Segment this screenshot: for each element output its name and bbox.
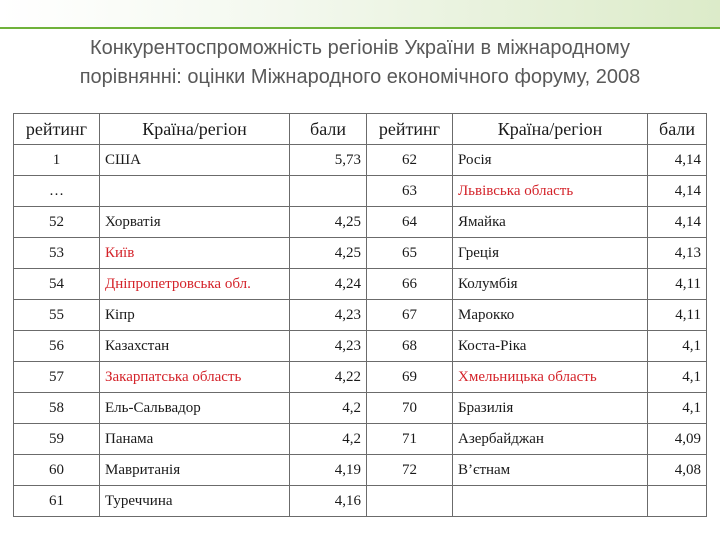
table-row xyxy=(14,331,707,362)
cell-score-left xyxy=(290,176,367,207)
cell-rank-right: 64 xyxy=(367,207,453,238)
cell-score-right: 4,13 xyxy=(648,238,707,269)
cell-score-left: 5,73 xyxy=(290,145,367,176)
header-region-right: Країна/регіон xyxy=(453,114,648,145)
cell-score-left: 4,23 xyxy=(290,300,367,331)
top-green-line xyxy=(0,27,720,29)
header-region-left: Країна/регіон xyxy=(100,114,290,145)
cell-region-right: Колумбія xyxy=(453,269,648,300)
cell-rank-right: 69 xyxy=(367,362,453,393)
table-row xyxy=(14,393,707,424)
cell-rank-right: 67 xyxy=(367,300,453,331)
ranking-table xyxy=(13,113,707,517)
cell-region-left: Закарпатська область xyxy=(100,362,290,393)
table-row xyxy=(14,424,707,455)
cell-region-left: Туреччина xyxy=(100,486,290,517)
table-body xyxy=(14,145,707,517)
header-score-left: бали xyxy=(290,114,367,145)
cell-region-right: Ямайка xyxy=(453,207,648,238)
cell-region-right: Хмельницька область xyxy=(453,362,648,393)
cell-score-left: 4,19 xyxy=(290,455,367,486)
header-rank-left: рейтинг xyxy=(14,114,100,145)
header-rank-right: рейтинг xyxy=(367,114,453,145)
cell-rank-left: 60 xyxy=(14,455,100,486)
cell-rank-left: 55 xyxy=(14,300,100,331)
cell-region-right: Азербайджан xyxy=(453,424,648,455)
cell-score-left: 4,2 xyxy=(290,424,367,455)
cell-rank-right: 65 xyxy=(367,238,453,269)
cell-region-right: Львівська область xyxy=(453,176,648,207)
cell-rank-right: 68 xyxy=(367,331,453,362)
cell-score-right: 4,1 xyxy=(648,362,707,393)
cell-score-right: 4,14 xyxy=(648,176,707,207)
cell-rank-left: 1 xyxy=(14,145,100,176)
cell-region-right xyxy=(453,486,648,517)
cell-region-left: Кіпр xyxy=(100,300,290,331)
cell-score-right: 4,14 xyxy=(648,207,707,238)
table-row xyxy=(14,455,707,486)
cell-region-left: Дніпропетровська обл. xyxy=(100,269,290,300)
cell-region-right: Марокко xyxy=(453,300,648,331)
cell-region-left: Хорватія xyxy=(100,207,290,238)
cell-rank-right: 62 xyxy=(367,145,453,176)
cell-rank-left: 58 xyxy=(14,393,100,424)
cell-score-left: 4,25 xyxy=(290,207,367,238)
cell-rank-right: 71 xyxy=(367,424,453,455)
table-row xyxy=(14,362,707,393)
cell-score-left: 4,25 xyxy=(290,238,367,269)
table-row xyxy=(14,486,707,517)
table-row xyxy=(14,207,707,238)
cell-rank-right: 63 xyxy=(367,176,453,207)
cell-rank-left: 61 xyxy=(14,486,100,517)
cell-score-left: 4,2 xyxy=(290,393,367,424)
cell-region-right: В’єтнам xyxy=(453,455,648,486)
cell-rank-left: 52 xyxy=(14,207,100,238)
cell-score-right: 4,11 xyxy=(648,300,707,331)
cell-rank-right: 72 xyxy=(367,455,453,486)
table-row xyxy=(14,145,707,176)
cell-region-right: Греція xyxy=(453,238,648,269)
table-row xyxy=(14,269,707,300)
slide-title xyxy=(20,34,700,92)
cell-region-left: Панама xyxy=(100,424,290,455)
cell-region-left: Ель-Сальвадор xyxy=(100,393,290,424)
cell-region-right: Росія xyxy=(453,145,648,176)
cell-region-right: Коста-Ріка xyxy=(453,331,648,362)
slide-title-line-1: Конкурентоспроможність регіонів України в міжнародному xyxy=(89,37,631,59)
cell-region-left: США xyxy=(100,145,290,176)
cell-score-left: 4,16 xyxy=(290,486,367,517)
cell-score-left: 4,24 xyxy=(290,269,367,300)
cell-rank-left: 57 xyxy=(14,362,100,393)
cell-score-right: 4,14 xyxy=(648,145,707,176)
cell-region-left: Мавританія xyxy=(100,455,290,486)
header-score-right: бали xyxy=(648,114,707,145)
cell-rank-right xyxy=(367,486,453,517)
cell-score-left: 4,22 xyxy=(290,362,367,393)
cell-region-left: Київ xyxy=(100,238,290,269)
table-row xyxy=(14,300,707,331)
cell-score-right: 4,1 xyxy=(648,331,707,362)
cell-score-left: 4,23 xyxy=(290,331,367,362)
cell-score-right: 4,11 xyxy=(648,269,707,300)
cell-score-right: 4,08 xyxy=(648,455,707,486)
table-row xyxy=(14,176,707,207)
cell-rank-left: 56 xyxy=(14,331,100,362)
cell-score-right xyxy=(648,486,707,517)
slide-title-line-2: порівнянні: оцінки Міжнародного економічного форуму, 2008 xyxy=(79,66,641,88)
cell-rank-right: 70 xyxy=(367,393,453,424)
cell-rank-left: … xyxy=(14,176,100,207)
cell-rank-left: 53 xyxy=(14,238,100,269)
cell-score-right: 4,09 xyxy=(648,424,707,455)
cell-score-right: 4,1 xyxy=(648,393,707,424)
table-header-row xyxy=(14,114,707,145)
cell-region-right: Бразилія xyxy=(453,393,648,424)
top-gradient xyxy=(0,0,720,28)
cell-region-left: Казахстан xyxy=(100,331,290,362)
cell-rank-left: 54 xyxy=(14,269,100,300)
table-row xyxy=(14,238,707,269)
cell-region-left xyxy=(100,176,290,207)
cell-rank-left: 59 xyxy=(14,424,100,455)
top-accent-bar xyxy=(0,0,720,28)
cell-rank-right: 66 xyxy=(367,269,453,300)
